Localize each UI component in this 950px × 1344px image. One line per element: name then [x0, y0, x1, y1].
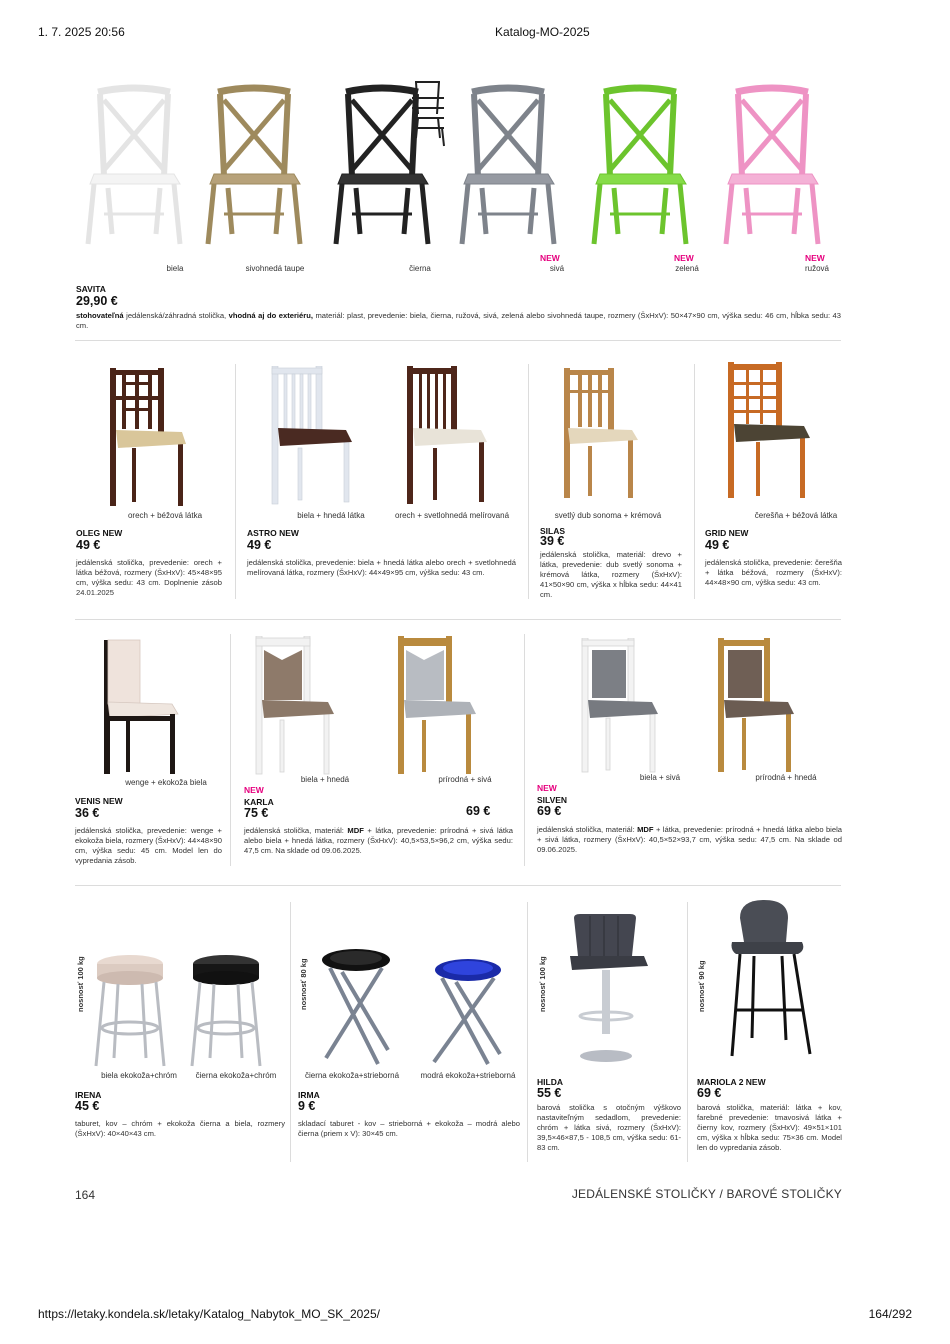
- divider-v-r2c: [694, 364, 695, 599]
- product-price-astro: 49 €: [247, 538, 272, 552]
- silven-caption-2: prírodná + hnedá: [755, 773, 817, 782]
- product-name-karla: KARLA: [244, 797, 274, 807]
- product-price-hilda: 55 €: [537, 1086, 562, 1100]
- product-desc-silas: jedálenská stolička, materiál: drevo + látka, prevedenie: dub svetlý sonoma + krémová látka, rozmery (ŠxHxV): 41×50×90 cm, výška x hĺbka sedu: 44×41 cm.: [540, 550, 682, 599]
- new-badge-green: NEW: [674, 253, 694, 263]
- product-desc-savita: stohovateľná jedálenská/záhradná stolička, vhodná aj do exteriéru, materiál: plast, prevedenie: biela, čierna, ružová, sivá, zelená alebo sivohnedá taupe, rozmery (ŠxHxV): 50×47×90 cm, výška sedu: 46 cm, hĺbka sedu: 43 cm.: [76, 311, 842, 330]
- irma-caption-2: modrá ekokoža+strieborná: [420, 1071, 516, 1080]
- divider-v-r2b: [528, 364, 529, 599]
- caption-taupe: sivohnedá taupe: [245, 264, 305, 273]
- oleg-chair-image: [108, 368, 188, 508]
- product-name-grid: GRID NEW: [705, 528, 749, 538]
- hilda-capacity: nosnosť 100 kg: [538, 956, 547, 1012]
- product-name-savita: SAVITA: [76, 284, 106, 294]
- product-name-irma: IRMA: [298, 1090, 320, 1100]
- product-price-savita: 29,90 €: [76, 294, 118, 308]
- product-price-karla: 75 €: [244, 806, 269, 820]
- irena-caption-1: biela ekokoža+chróm: [101, 1071, 177, 1080]
- savita-section: [0, 0, 950, 340]
- divider-v-r3a: [230, 634, 231, 866]
- product-desc-karla: jedálenská stolička, materiál: MDF + látka, prevedenie: prírodná + sivá látka alebo biela + hnedá látka, rozmery (ŠxHxV): 40,5×53,5×96,2 cm, výška sedu: 47,5 cm. Na sklade od 09.06.2025.: [244, 826, 513, 855]
- divider-2: [75, 619, 841, 620]
- product-desc-venis: jedálenská stolička, prevedenie: wenge + ekokoža biela, rozmery (ŠxHxV): 44×48×90 cm, výška sedu: 45 cm. Model len do vypredania zásob.: [75, 826, 222, 865]
- divider-v-r4b: [527, 902, 528, 1162]
- new-badge-silven: NEW: [537, 783, 557, 793]
- product-desc-irma: skladací taburet - kov – strieborná + ekokoža – modrá alebo čierna (priem x V): 30×45 cm.: [298, 1119, 520, 1138]
- caption-grey: sivá: [549, 264, 565, 273]
- product-name-hilda: HILDA: [537, 1077, 563, 1087]
- irena-stools-image: [92, 954, 272, 1068]
- product-price-irma: 9 €: [298, 1099, 316, 1113]
- chair-pink-image: [722, 84, 822, 249]
- footer-url[interactable]: https://letaky.kondela.sk/letaky/Katalog_Nabytok_MO_SK_2025/: [38, 1307, 380, 1321]
- grid-chair-image: [726, 362, 812, 500]
- caption-white: biela: [166, 264, 184, 273]
- venis-chair-image: [100, 638, 182, 776]
- silas-chair-image: [562, 368, 642, 500]
- chair-taupe-image: [204, 84, 304, 249]
- chair-white-image: [84, 84, 184, 249]
- header-title: Katalog-MO-2025: [495, 25, 590, 39]
- header-datetime: 1. 7. 2025 20:56: [38, 25, 125, 39]
- irena-caption-2: čierna ekokoža+chróm: [195, 1071, 277, 1080]
- silven-white-chair-image: [580, 638, 662, 774]
- product-desc-mariola: barová stolička, materiál: látka + kov, farebné prevedenie: tmavosivá látka + čierny kov, rozmery (ŠxHxV): 49×51×101 cm, výška x hĺbka sedu: 75×36 cm. Model len do vypredania zásob.: [697, 1103, 842, 1152]
- product-price-grid: 49 €: [705, 538, 730, 552]
- karla-natural-chair-image: [396, 636, 478, 776]
- karla-white-chair-image: [254, 636, 336, 776]
- irma-caption-1: čierna ekokoža+strieborná: [304, 1071, 400, 1080]
- irma-capacity: nosnosť 80 kg: [299, 958, 308, 1010]
- caption-pink: ružová: [804, 264, 829, 273]
- astro-caption-1: biela + hnedá látka: [297, 511, 365, 520]
- astro-walnut-chair-image: [405, 366, 491, 506]
- new-badge-pink: NEW: [805, 253, 825, 263]
- irena-capacity: nosnosť 100 kg: [76, 956, 85, 1012]
- karla-caption-2: prírodná + sivá: [438, 775, 492, 784]
- product-price-venis: 36 €: [75, 806, 100, 820]
- product-desc-oleg: jedálenská stolička, prevedenie: orech + látka béžová, rozmery (ŠxHxV): 45×48×95 cm, výška sedu: 43 cm. Doplnenie zásob 24.01.2025: [76, 558, 222, 597]
- product-desc-grid: jedálenská stolička, prevedenie: čerešňa + látka béžová, rozmery (ŠxHxV): 44×48×90 cm, výška sedu: 43 cm.: [705, 558, 842, 587]
- product-name-silas: SILAS: [540, 526, 566, 536]
- chair-grey-image: [458, 84, 558, 249]
- divider-v-r2a: [235, 364, 236, 599]
- hilda-barstool-image: [566, 912, 656, 1066]
- product-price-mariola: 69 €: [697, 1086, 722, 1100]
- divider-v-r4a: [290, 902, 291, 1162]
- product-desc-hilda: barová stolička s otočným výškovo nastaviteľným sedadlom, prevedenie: chróm + látka sivá, rozmery (ŠxHxV): 39,5×46×87,5 - 108,5 cm, výška sedu: 61-83 cm.: [537, 1103, 681, 1152]
- caption-black: čierna: [409, 264, 431, 273]
- new-badge-karla: NEW: [244, 785, 264, 795]
- product-price-silas: 39 €: [540, 534, 565, 548]
- product-price-karla-2: 69 €: [466, 804, 491, 818]
- section-title: JEDÁLENSKÉ STOLIČKY / BAROVÉ STOLIČKY: [571, 1187, 842, 1201]
- astro-white-chair-image: [270, 366, 356, 506]
- oleg-caption: orech + béžová látka: [127, 511, 203, 520]
- product-desc-astro: jedálenská stolička, prevedenie: biela + hnedá látka alebo orech + svetlohnedá melírovaná látka, rozmery (ŠxHxV): 44×49×95 cm, výška sedu: 43 cm.: [247, 558, 516, 577]
- product-name-venis: VENIS NEW: [75, 796, 123, 806]
- product-name-oleg: OLEG NEW: [76, 528, 123, 538]
- product-name-irena: IRENA: [75, 1090, 102, 1100]
- product-price-irena: 45 €: [75, 1099, 100, 1113]
- divider-v-r3b: [524, 634, 525, 866]
- chair-green-image: [590, 84, 690, 249]
- irma-stools-image: [312, 946, 512, 1072]
- product-name-astro: ASTRO NEW: [247, 528, 299, 538]
- stacked-chairs-image: [410, 78, 450, 148]
- caption-green: zelená: [675, 264, 699, 273]
- product-price-oleg: 49 €: [76, 538, 101, 552]
- product-name-mariola: MARIOLA 2 NEW: [697, 1077, 766, 1087]
- divider-v-r4c: [687, 902, 688, 1162]
- divider-3: [75, 885, 841, 886]
- karla-caption-1: biela + hnedá: [300, 775, 350, 784]
- new-badge-grey: NEW: [540, 253, 560, 263]
- page-number: 164: [75, 1188, 96, 1202]
- grid-caption: čerešňa + béžová látka: [754, 511, 838, 520]
- astro-caption-2: orech + svetlohnedá melírovaná: [394, 511, 510, 520]
- venis-caption: wenge + ekokoža biela: [125, 778, 207, 787]
- divider-1: [75, 340, 841, 341]
- product-name-silven: SILVEN: [537, 795, 568, 805]
- mariola-barstool-image: [726, 898, 816, 1058]
- silas-caption: svetlý dub sonoma + krémová: [554, 511, 662, 520]
- footer-page-count: 164/292: [868, 1307, 912, 1321]
- product-price-silven: 69 €: [537, 804, 562, 818]
- mariola-capacity: nosnosť 90 kg: [697, 960, 706, 1012]
- silven-natural-chair-image: [716, 638, 798, 774]
- product-desc-irena: taburet, kov – chróm + ekokoža čierna a biela, rozmery (ŠxHxV): 40×40×43 cm.: [75, 1119, 285, 1138]
- product-desc-silven: jedálenská stolička, materiál: MDF + látka, prevedenie: prírodná + hnedá látka alebo biela + sivá látka, rozmery (ŠxHxV): 40,5×52×93,7 cm, výška sedu: 47,5 cm. Na sklade od 09.06.2025.: [537, 825, 842, 854]
- silven-caption-1: biela + sivá: [639, 773, 681, 782]
